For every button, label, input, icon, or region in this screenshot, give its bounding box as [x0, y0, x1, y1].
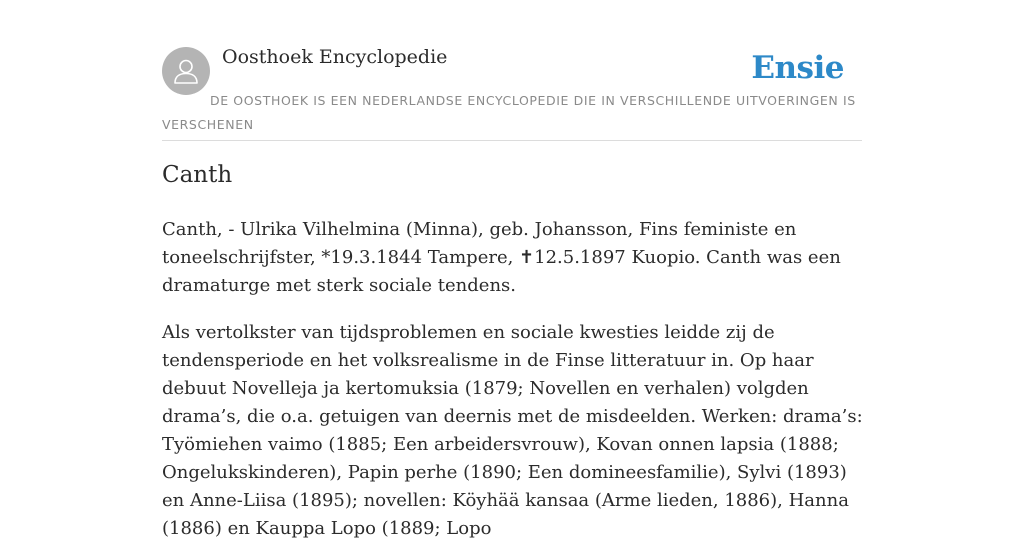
avatar[interactable]: [162, 47, 210, 95]
page-container: [162, 0, 863, 539]
article-paragraph: Als vertolkster van tijdsproblemen en sociale kwesties leidde zij de tendensperiode en het volksrealisme in de Finse litteratuur in. Op haar debuut Novelleja ja kertomuksia (1879; Novellen en verhalen) volgden drama’s, die o.a. getuigen van deernis met de misdeelden. Werken: drama’s: Työmiehen vaimo (1885; Een arbeidersvrouw), Kovan onnen lapsia (1888; Ongelukskinderen), Papin perhe (1890; Een domineesfamilie), Sylvi (1893) en Anne-Liisa (1895); novellen: Köyhää kansaa (Arme lieden, 1886), Hanna (1886) en Kauppa Lopo (1889; Lopo: [162, 322, 863, 539]
brand-logo[interactable]: Ensie: [751, 50, 844, 86]
user-silhouette-icon: [171, 56, 201, 86]
publication-name[interactable]: Oosthoek Encyclopedie: [222, 46, 448, 68]
article-paragraph: Canth, - Ulrika Vilhelmina (Minna), geb. Johansson, Fins feministe en toneelschrijfster, *19.3.1844 Tampere, ✝12.5.1897 Kuopio. Canth was een dramaturge met sterk sociale tendens.: [162, 219, 841, 296]
publication-tagline: DE OOSTHOEK IS EEN NEDERLANDSE ENCYCLOPEDIE DIE IN VERSCHILLENDE UITVOERINGEN IS VERSCHENEN: [162, 93, 856, 132]
article-title: Canth: [162, 162, 233, 188]
publication-header: [162, 0, 862, 141]
